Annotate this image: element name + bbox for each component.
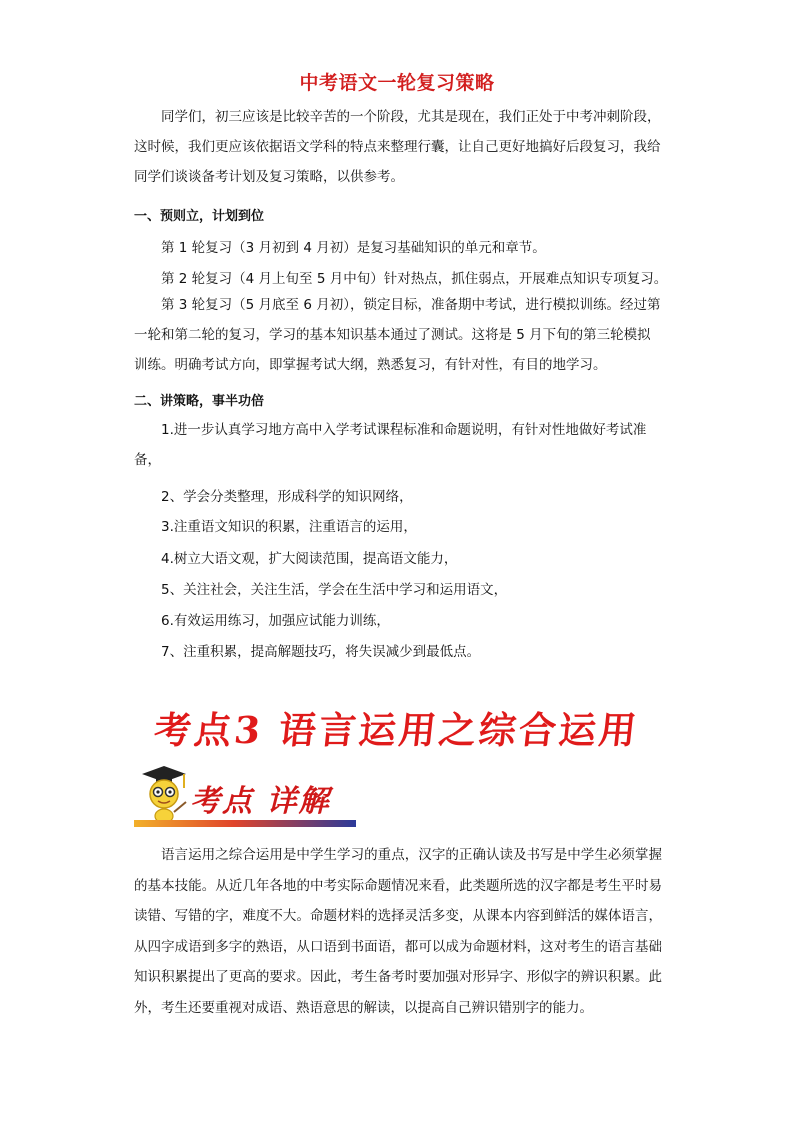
page-title: 中考语文一轮复习策略 — [299, 72, 495, 94]
section1-line3: 第 3 轮复习（5 月底至 6 月初），锁定目标，准备期中考试，进行模拟训练。经过第一轮和第二轮的复习，学习的基本知识基本通过了测试。这将是 5 月下旬的第三轮模拟训练。明确考试方向，即掌握考试大纲，熟悉复习，有针对性，有目的地学习。 — [134, 297, 661, 373]
section1-line1: 第 1 轮复习（3 月初到 4 月初）是复习基础知识的单元和章节。 — [161, 240, 546, 256]
list-item: 2、学会分类整理，形成科学的知识网络， — [161, 489, 413, 505]
section1-line2: 第 2 轮复习（4 月上旬至 5 月中旬）针对热点，抓住弱点，开展难点知识专项复习。 — [161, 271, 668, 287]
list-item: 4.树立大语文观，扩大阅读范围，提高语文能力， — [161, 551, 458, 567]
list-item: 3.注重语文知识的积累，注重语言的运用， — [161, 519, 417, 535]
list-item: 5、关注社会，关注生活，学会在生活中学习和运用语文， — [161, 582, 508, 598]
list-item: 1.进一步认真学习地方高中入学考试课程标准和命题说明，有针对性地做好考试准备， — [134, 422, 647, 468]
section1-heading: 一、预则立，计划到位 — [134, 209, 265, 224]
intro-paragraph: 同学们，初三应该是比较辛苦的一个阶段，尤其是现在，我们正处于中考冲刺阶段，这时候，我们更应该依据语文学科的特点来整理行囊，让自己更好地搞好后段复习，我给同学们谈谈备考计划及复习策略，以供参考。 — [134, 109, 661, 185]
explanation-paragraph: 语言运用之综合运用是中学生学习的重点，汉字的正确认读及书写是中学生必须掌握的基本技能。从近几年各地的中考实际命题情况来看，此类题所选的汉字都是考生平时易读错、写错的字，难度不大。命题材料的选择灵活多变，从课本内容到鲜活的媒体语言，从四字成语到多字的熟语，从口语到书面语，都可以成为命题材料，这对考生的语言基础知识积累提出了更高的要求。因此，考生备考时要加强对形异字、形似字的辨识积累。此外，考生还要重视对成语、熟语意思的解读，以提高自己辨识错别字的能力。 — [134, 847, 662, 1016]
kaodian-banner — [134, 762, 356, 830]
section2-heading: 二、讲策略，事半功倍 — [134, 394, 265, 409]
banner-label: 考点 详解 — [190, 784, 331, 819]
graduate-mascot-icon — [134, 762, 188, 826]
list-item: 7、注重积累，提高解题技巧，将失误减少到最低点。 — [161, 644, 481, 660]
section-big-title: 考点3 语言运用之综合运用 — [152, 708, 642, 752]
banner-gradient-bar — [134, 820, 356, 827]
list-item: 6.有效运用练习，加强应试能力训练， — [161, 613, 390, 629]
